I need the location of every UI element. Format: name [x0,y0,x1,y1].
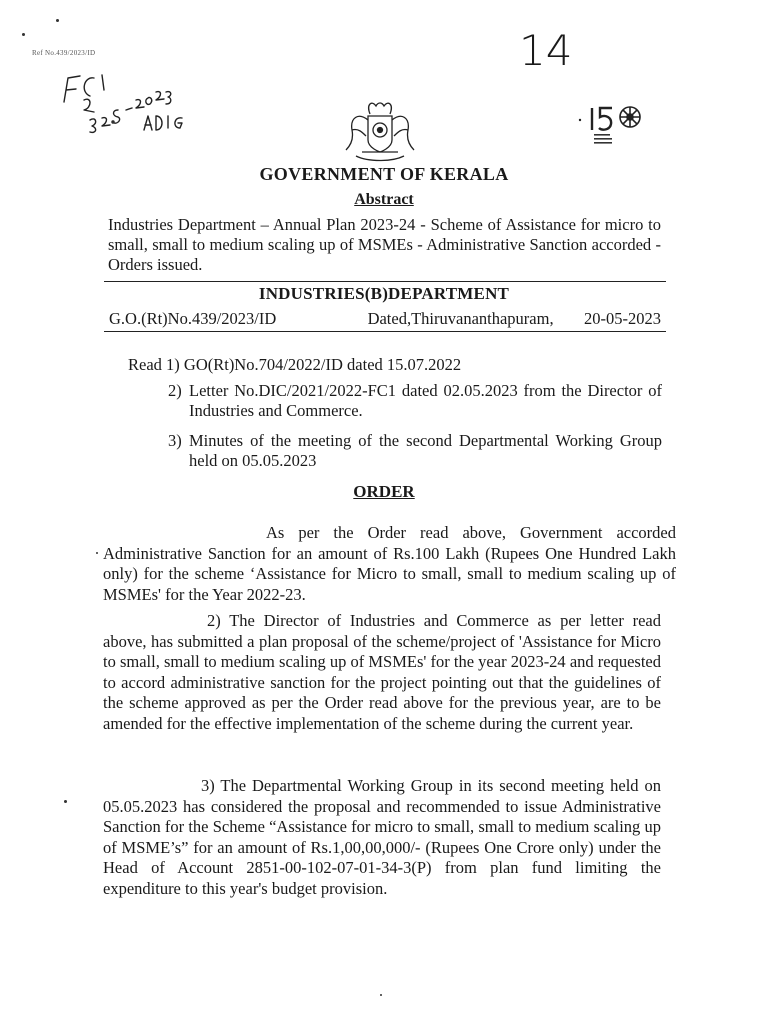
abstract-heading: Abstract [354,191,414,208]
reference-2 [168,381,662,421]
order-paragraph-2: 2) The Director of Industries and Commerce as per letter read above, has submitted a plan proposal of the scheme/project of 'Assistance for Micro to small, small to medium scaling up of MSMEs' for the year 2023-24 and requested to accord administrative sanction for the project pointing out that the guidelines of the scheme approved as per the Order read above for the previous year, are to be amended for the effective implementation of the scheme during the current year. [103,611,661,733]
reference-2-number: 2) [168,381,182,400]
scan-speck [56,19,59,22]
150-years-logo [578,100,652,146]
department-heading: INDUSTRIES(B)DEPARTMENT [258,284,510,303]
reference-3-text: Minutes of the meeting of the second Departmental Working Group held on 05.05.2023 [189,431,662,470]
handwritten-note [62,70,190,156]
government-title: GOVERNMENT OF KERALA [259,164,509,184]
reference-3-number: 3) [168,431,182,450]
reference-2-text: Letter No.DIC/2021/2022-FC1 dated 02.05.2023 from the Director of Industries and Commerce. [189,381,662,420]
scan-speck [22,33,25,36]
order-number-date: G.O.(Rt)No.439/2023/ID Dated,Thiruvananthapuram, 20-05-2023 [109,309,661,328]
order-paragraph-1: As per the Order read above, Government accorded Administrative Sanction for an amount of Rs.100 Lakh (Rupees One Hundred Lakh only) for the scheme ‘Assistance for Micro to small, small to medium scaling up of MSMEs' for the Year 2022-23. [103,523,676,604]
reference-1: Read 1) GO(Rt)No.704/2022/ID dated 15.07.2022 [128,355,462,374]
divider [104,331,666,332]
scan-speck [96,552,98,554]
order-heading: ORDER [353,482,415,501]
divider [104,281,666,282]
subject-text: Industries Department – Annual Plan 2023-24 - Scheme of Assistance for micro to small, small to medium scaling up of MSMEs - Administrative Sanction accorded - Orders issued. [108,215,661,274]
order-paragraph-3: 3) The Departmental Working Group in its second meeting held on 05.05.2023 has considered the proposal and recommended to issue Administrative Sanction for the Scheme “Assistance for micro to small, small to medium scaling up of MSME’s” for an amount of Rs.1,00,00,000/- (Rupees One Crore only) under the Head of Account 2851-00-102-07-01-34-3(P) from plan fund limiting the expenditure to this year's budget provision. [103,776,661,898]
page-number: 14 [519,26,573,75]
kerala-emblem-icon [342,100,418,164]
reference-3 [168,431,662,471]
scan-speck [64,800,67,803]
file-reference: Ref No.439/2023/ID [32,49,96,57]
scan-speck [380,994,382,996]
